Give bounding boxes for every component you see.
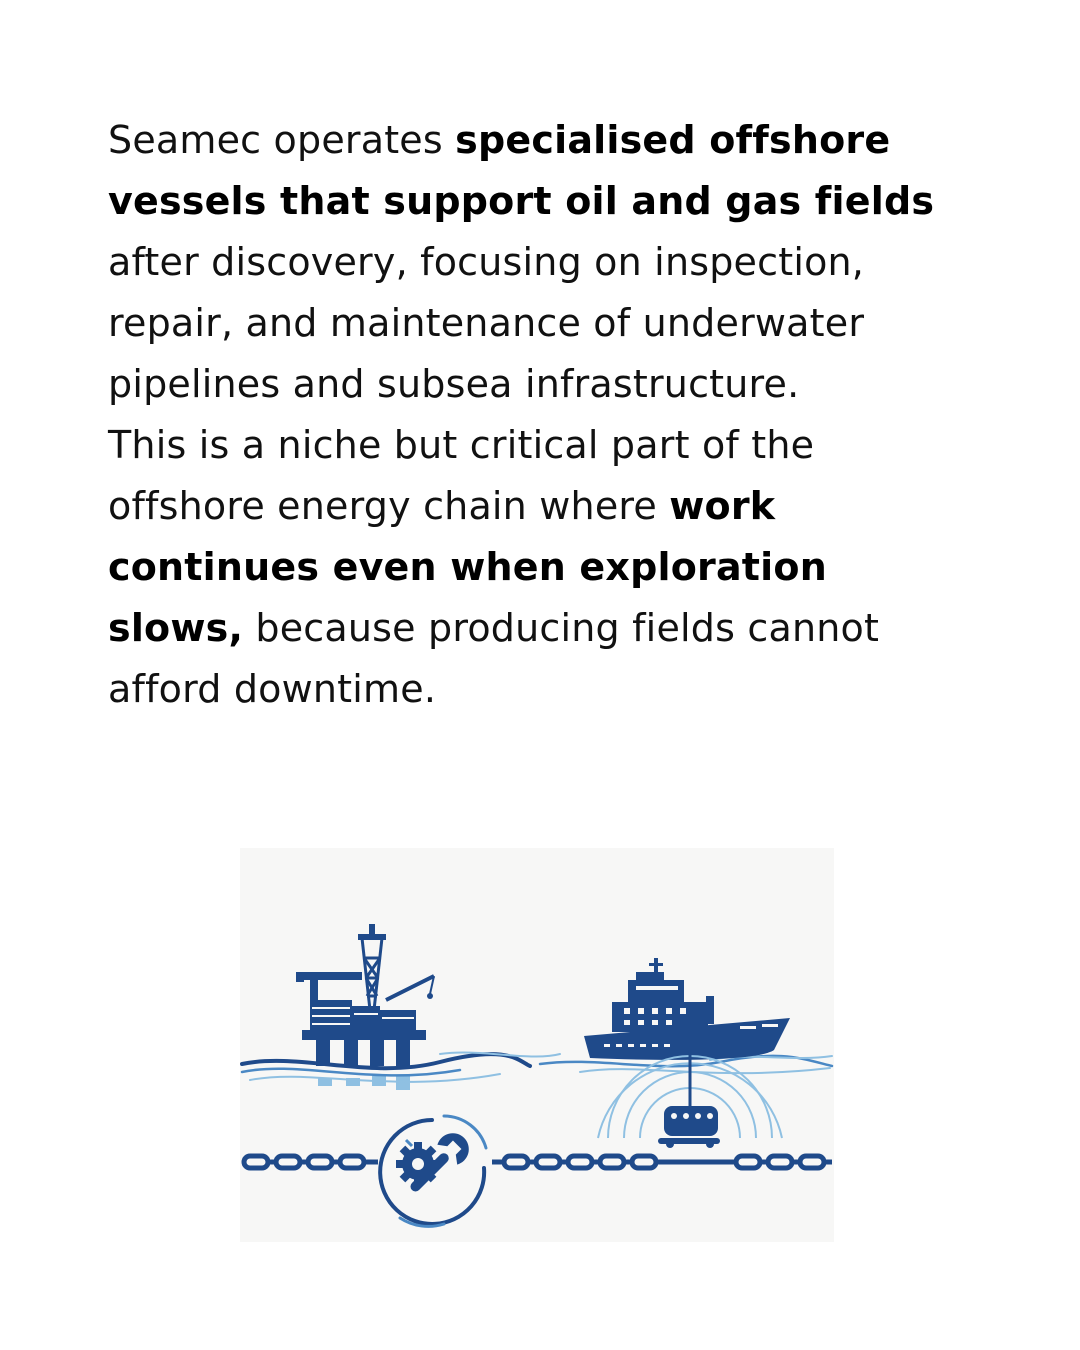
body-text <box>108 110 968 720</box>
p2-text-1: This is a niche but critical part of the offshore energy chain where <box>108 423 815 528</box>
p1-text-1: Seamec operates <box>108 118 456 162</box>
p1-bold-text: specialised offshore vessels that support oil and gas fields <box>108 118 935 223</box>
pipeline-chain <box>244 1156 832 1168</box>
offshore-illustration <box>240 848 834 1242</box>
p1-text-2: after discovery, focusing on inspection, repair, and maintenance of underwater pipelines and subsea infrastructure. <box>108 240 865 406</box>
illustration-svg <box>240 848 834 1242</box>
paragraph-2 <box>108 415 968 720</box>
offshore-platform-icon <box>296 924 434 1066</box>
p2-bold-text: work continues even when exploration slows, <box>108 484 827 650</box>
support-vessel-icon <box>584 958 790 1060</box>
p2-text-2: because producing fields cannot afford downtime. <box>108 606 880 711</box>
paragraph-1 <box>108 110 968 415</box>
rov-icon <box>658 1106 720 1148</box>
gear-wrench-icon <box>380 1116 486 1226</box>
